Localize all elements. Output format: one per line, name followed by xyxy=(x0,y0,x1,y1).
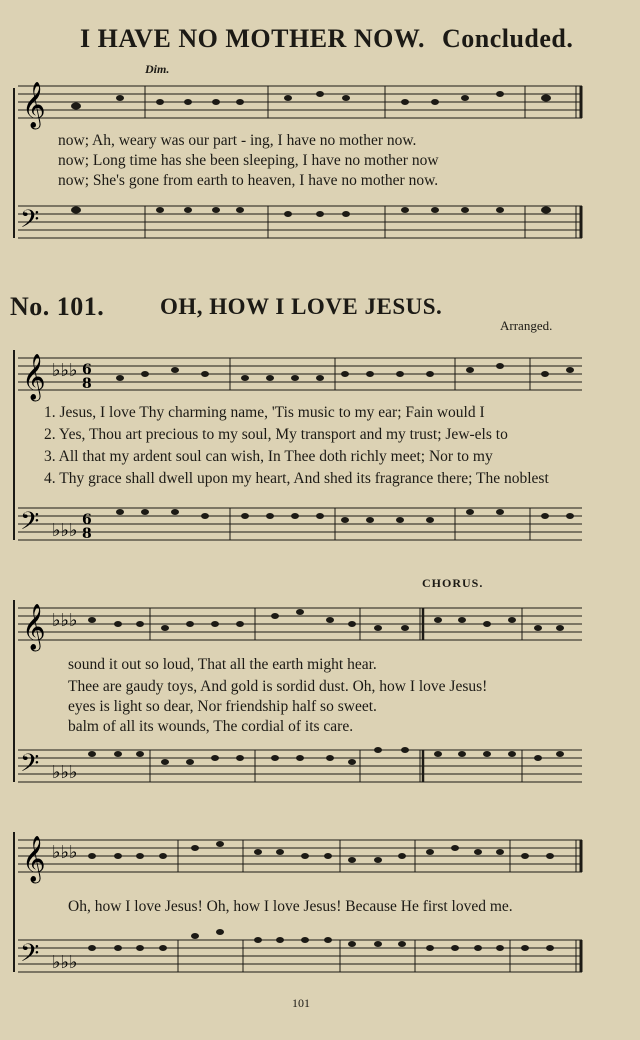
verse-4-line-1: 4. Thy grace shall dwell upon my heart, And shed its fragrance there; The noblest xyxy=(44,470,549,487)
svg-text:𝄢: 𝄢 xyxy=(20,205,40,240)
verse-1-line-1: 1. Jesus, I love Thy charming name, 'Tis music to my ear; Fain would I xyxy=(44,404,485,421)
svg-text:𝄞: 𝄞 xyxy=(22,82,46,128)
treble-staff-1 xyxy=(0,78,640,128)
verse-4-line-2: balm of all its wounds, The cordial of its care. xyxy=(68,718,354,735)
concluded-label: Concluded. xyxy=(441,24,574,53)
svg-text:𝄞: 𝄞 xyxy=(22,836,46,882)
svg-text:♭♭♭: ♭♭♭ xyxy=(52,952,78,973)
treble-staff-2 xyxy=(0,350,640,400)
concluded-lyric-1: now; Ah, weary was our part - ing, I have no mother now. xyxy=(58,132,417,149)
svg-text:♭♭♭: ♭♭♭ xyxy=(52,842,78,863)
svg-text:6: 6 xyxy=(82,512,92,528)
svg-text:♭♭♭: ♭♭♭ xyxy=(52,762,78,783)
verse-2-line-2: Thee are gaudy toys, And gold is sordid dust. Oh, how I love Jesus! xyxy=(68,678,488,695)
bass-staff-4 xyxy=(0,932,640,992)
song-title-text: I HAVE NO MOTHER NOW. xyxy=(80,24,425,53)
svg-text:♭♭♭: ♭♭♭ xyxy=(52,520,78,541)
svg-text:𝄢: 𝄢 xyxy=(20,749,40,784)
verse-1-line-2: sound it out so loud, That all the earth might hear. xyxy=(68,656,377,673)
svg-text:𝄞: 𝄞 xyxy=(22,604,46,650)
verse-3-line-2: eyes is light so dear, Nor friendship half so sweet. xyxy=(68,698,377,715)
chorus-lyric: Oh, how I love Jesus! Oh, how I love Jesus! Because He first loved me. xyxy=(68,898,513,915)
bass-staff-2 xyxy=(0,500,640,560)
bass-staff-3 xyxy=(0,742,640,802)
chorus-label: CHORUS. xyxy=(422,576,484,590)
hymn-number: No. 101. xyxy=(10,292,105,321)
bass-staff-1 xyxy=(0,198,640,268)
concluded-lyric-2: now; Long time has she been sleeping, I have no mother now xyxy=(58,152,439,169)
treble-staff-4 xyxy=(0,832,640,882)
svg-text:8: 8 xyxy=(82,376,92,392)
svg-text:𝄢: 𝄢 xyxy=(20,939,40,974)
svg-text:8: 8 xyxy=(82,526,92,542)
svg-text:𝄞: 𝄞 xyxy=(22,354,46,400)
arranged-credit: Arranged. xyxy=(500,318,553,333)
hymn-title: OH, HOW I LOVE JESUS. xyxy=(160,294,443,319)
page-number: 101 xyxy=(292,996,310,1010)
svg-text:♭♭♭: ♭♭♭ xyxy=(52,360,78,381)
concluded-song-title xyxy=(80,24,573,54)
verse-3-line-1: 3. All that my ardent soul can wish, In Thee doth richly meet; Nor to my xyxy=(44,448,493,465)
treble-staff-3 xyxy=(0,600,640,650)
svg-text:6: 6 xyxy=(82,362,92,378)
svg-text:𝄢: 𝄢 xyxy=(20,507,40,542)
verse-2-line-1: 2. Yes, Thou art precious to my soul, My transport and my trust; Jew-els to xyxy=(44,426,508,443)
concluded-lyric-3: now; She's gone from earth to heaven, I have no mother now. xyxy=(58,172,439,189)
dim-marking: Dim. xyxy=(145,62,170,76)
svg-text:♭♭♭: ♭♭♭ xyxy=(52,610,78,631)
